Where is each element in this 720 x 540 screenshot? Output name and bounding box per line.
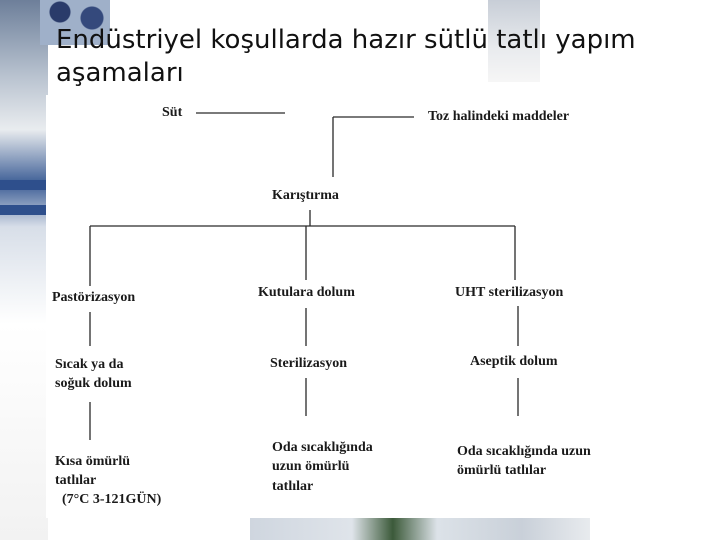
node-aseptik-dolum: Aseptik dolum — [470, 354, 558, 369]
node-toz-halindeki-maddeler: Toz halindeki maddeler — [428, 109, 570, 124]
node-kisa-omurlu-line1: Kısa ömürlü — [55, 454, 131, 469]
node-oda-sicakliginda-1-line2: uzun ömürlü — [272, 459, 350, 474]
node-sterilizasyon: Sterilizasyon — [270, 356, 347, 371]
node-sicak-ya-da-line2: soğuk dolum — [55, 376, 132, 391]
node-pastorizasyon: Pastörizasyon — [52, 290, 136, 305]
node-kutulara-dolum: Kutulara dolum — [258, 285, 355, 300]
slide-title: Endüstriyel koşullarda hazır sütlü tatlı yapım aşamaları — [56, 25, 636, 88]
node-uht-sterilizasyon: UHT sterilizasyon — [455, 285, 564, 300]
node-sut: Süt — [162, 105, 183, 120]
node-oda-sicakliginda-2-line2: ömürlü tatlılar — [457, 463, 547, 478]
node-karistirma: Karıştırma — [272, 188, 339, 203]
node-oda-sicakliginda-2-line1: Oda sıcaklığında uzun — [457, 444, 591, 459]
node-oda-sicakliginda-1-line3: tatlılar — [272, 479, 314, 494]
node-kisa-omurlu-line3: (7°C 3-121GÜN) — [62, 492, 162, 507]
node-sicak-ya-da-line1: Sıcak ya da — [55, 357, 124, 372]
node-oda-sicakliginda-1-line1: Oda sıcaklığında — [272, 440, 373, 455]
node-kisa-omurlu-line2: tatlılar — [55, 473, 97, 488]
